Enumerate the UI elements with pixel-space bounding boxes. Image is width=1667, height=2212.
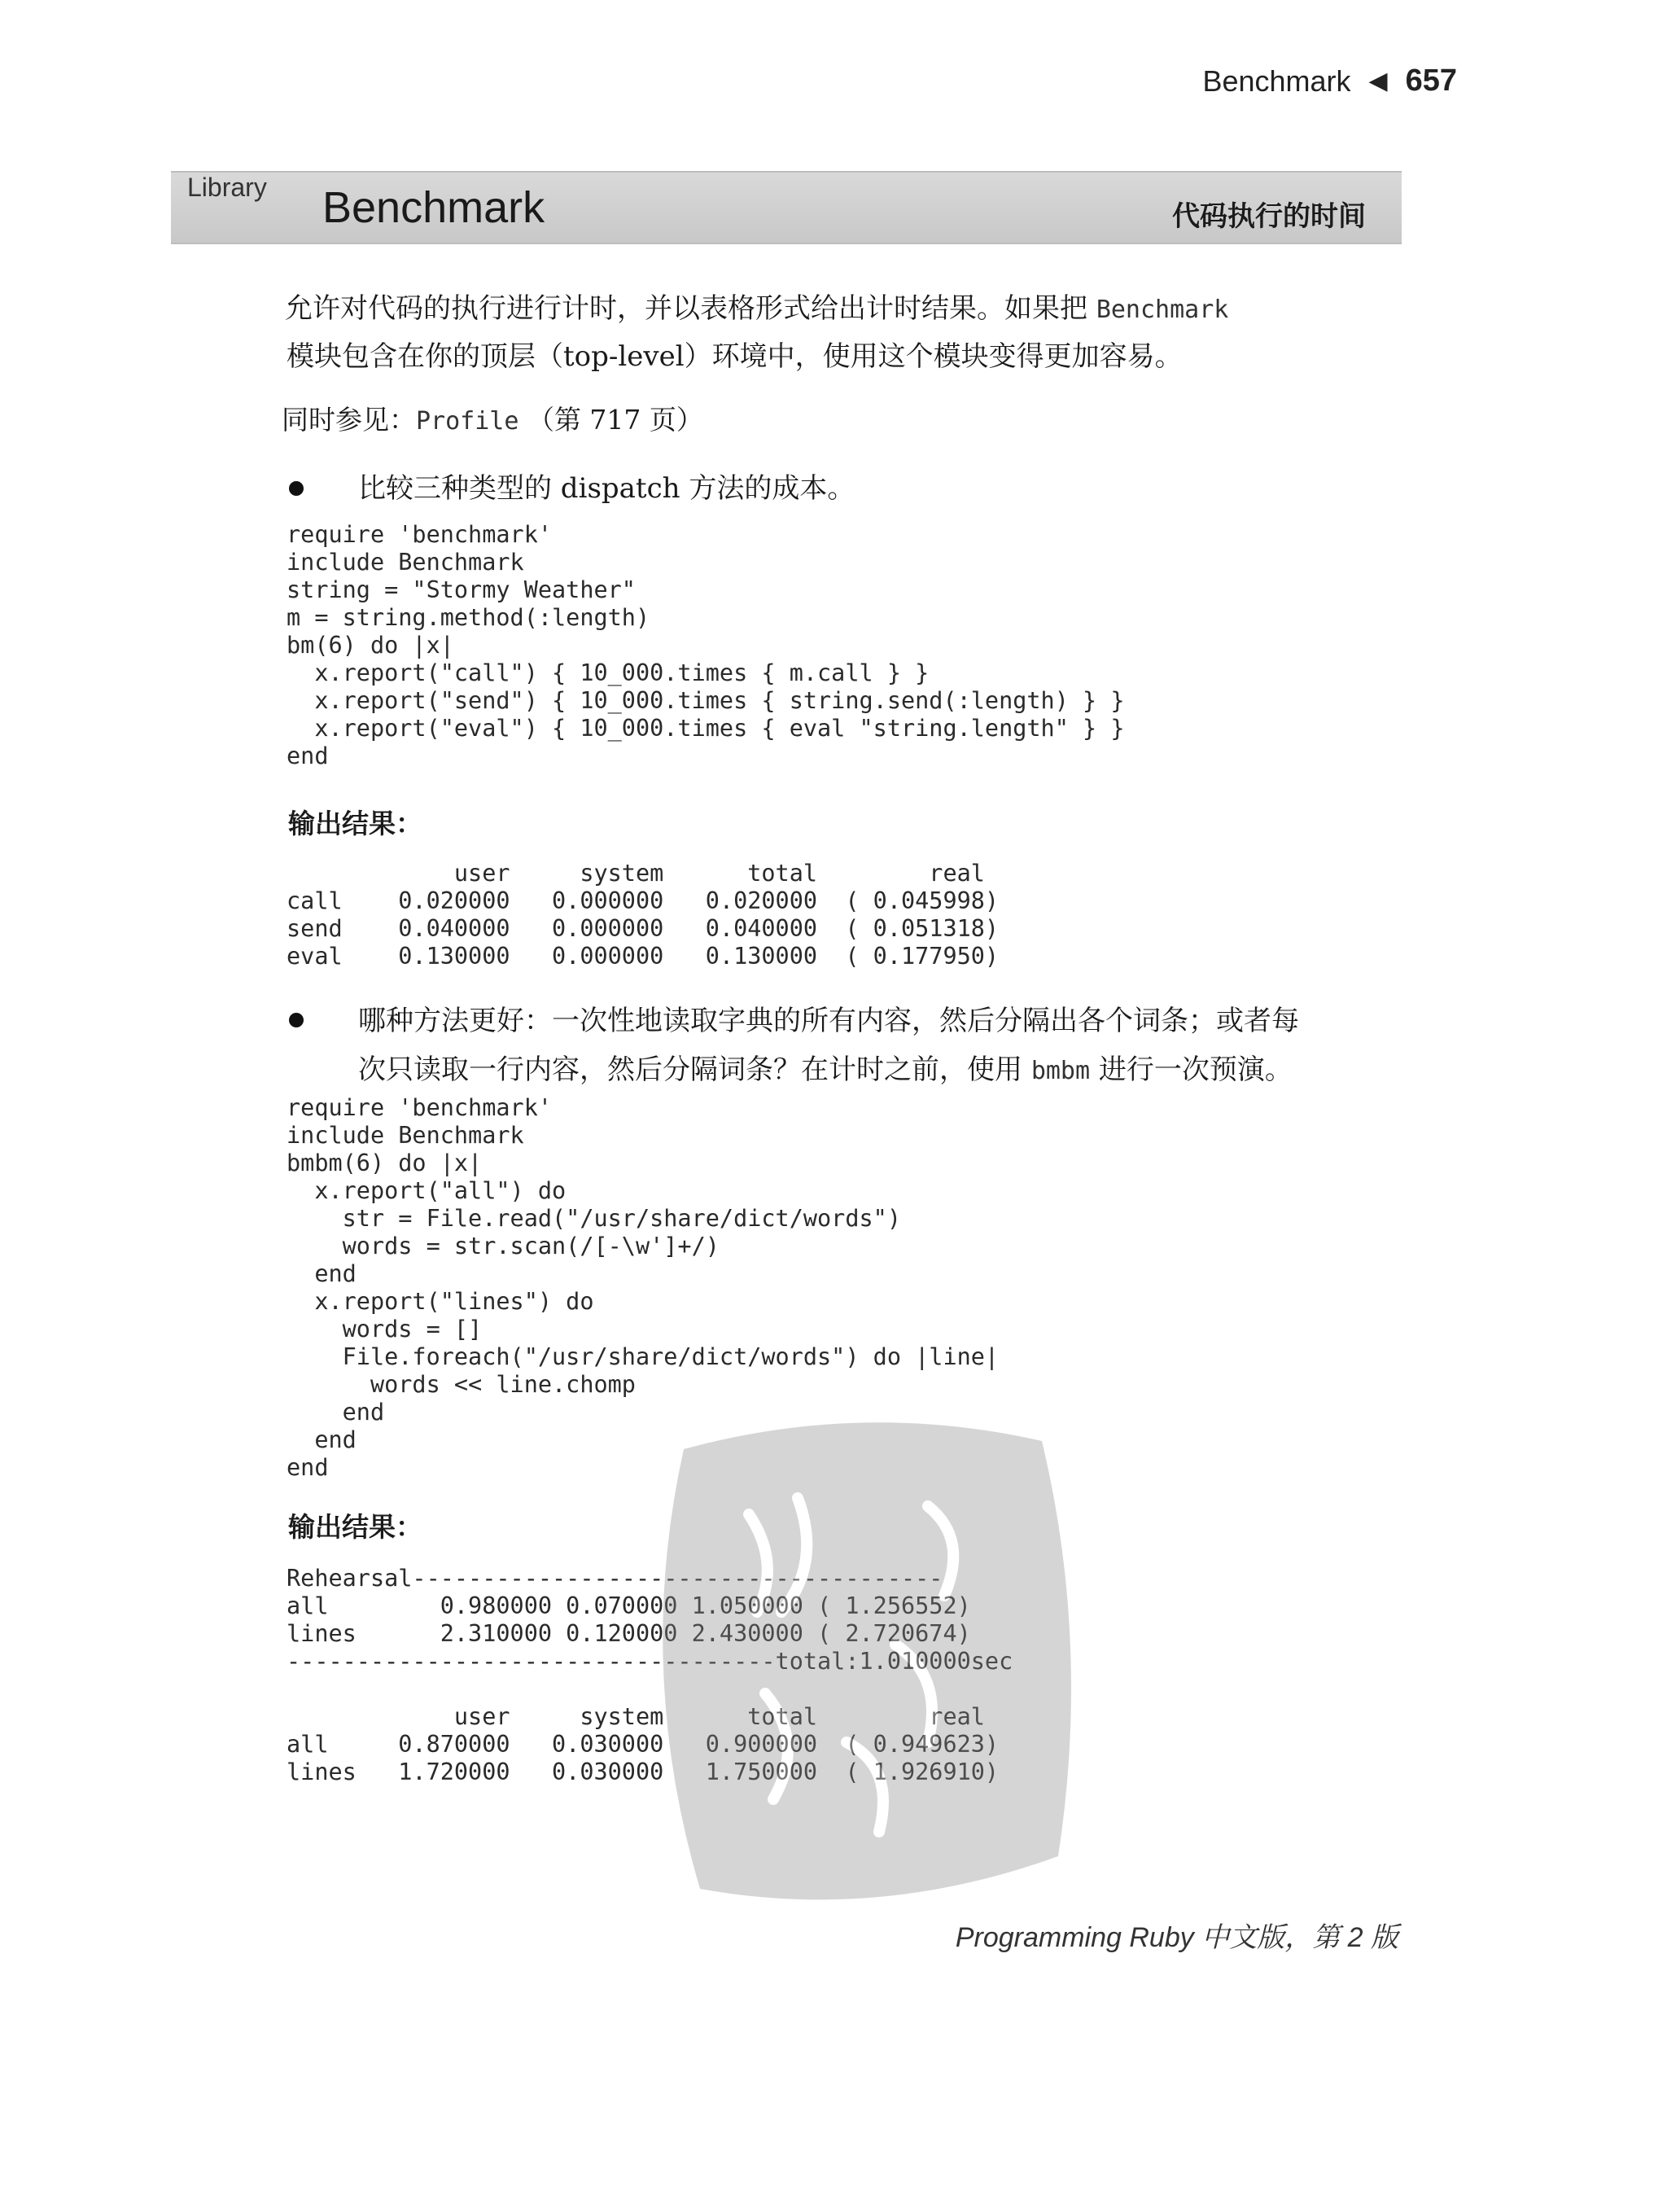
running-head-section: Benchmark xyxy=(1202,64,1351,98)
see-also-prefix: 同时参见： xyxy=(282,404,416,436)
intro-text: 允许对代码的执行进行计时，并以表格形式给出计时结果。如果把 xyxy=(285,292,1096,325)
example2-bullet-text-b: 进行一次预演。 xyxy=(1090,1053,1293,1086)
example2-bullet-code: bmbm xyxy=(1030,1057,1091,1085)
bullet-icon xyxy=(289,481,304,496)
example2-bullet xyxy=(358,996,1408,1096)
library-label: Library xyxy=(187,173,267,202)
banner-subtitle: 代码执行的时间 xyxy=(1172,200,1366,233)
left-arrow-icon: ◀ xyxy=(1368,68,1388,94)
page-title: Benchmark xyxy=(322,183,545,232)
see-also-target: Profile xyxy=(416,407,519,436)
intro-line-2: 模块包含在你的顶层（top-level）环境中，使用这个模块变得更加容易。 xyxy=(287,340,1183,373)
example1-bullet: 比较三种类型的 dispatch 方法的成本。 xyxy=(358,472,855,505)
intro-paragraph xyxy=(285,285,1400,334)
example1-output-label: 输出结果： xyxy=(288,808,422,839)
running-head xyxy=(1202,64,1457,99)
example2-output-label: 输出结果： xyxy=(288,1511,422,1543)
bullet-icon xyxy=(289,1013,304,1027)
library-banner xyxy=(171,171,1402,244)
example2-output: Rehearsal-------------------------------------- all 0.980000 0.070000 1.050000 ( 1.256552) lines 2.310000 0.120000 2.430000 ( 2.720674) -----------------------------------total:1.010000sec user system total real all 0.870000 0.030000 0.900000 ( 0.949623) lines 1.720000 0.030000 1.750000 ( 1.926910) xyxy=(287,1565,1013,1785)
example2-bullet-line2 xyxy=(358,1045,1408,1096)
example2-bullet-line1: 哪种方法更好：一次性地读取字典的所有内容，然后分隔出各个词条；或者每 xyxy=(358,1005,1299,1037)
example2-code: require 'benchmark' include Benchmark bmbm(6) do |x| x.report("all") do str = File.read("/usr/share/dict/words") words = str.scan(/[-\w']+/) end x.report("lines") do words = [] File.foreach("/usr/share/dict/words") do |line| words << line.chomp end end end xyxy=(287,1094,1000,1481)
intro-module-name: Benchmark xyxy=(1096,296,1229,324)
example1-output: user system total real call 0.020000 0.000000 0.020000 ( 0.045998) send 0.040000 0.000000 0.040000 ( 0.051318) eval 0.130000 0.000000 0.130000 ( 0.177950) xyxy=(287,860,1000,970)
example2-bullet-text-a: 次只读取一行内容，然后分隔词条？在计时之前，使用 xyxy=(358,1053,1031,1086)
see-also-page-ref: （第 717 页） xyxy=(527,404,703,436)
footer-book-title: Programming Ruby 中文版，第 2 版 xyxy=(955,1922,1398,1953)
example1-code: require 'benchmark' include Benchmark string = "Stormy Weather" m = string.method(:length) bm(6) do |x| x.report("call") { 10_000.times { m.call } } x.report("send") { 10_000.times { string.send(:length) } } x.report("eval") { 10_000.times { eval "string.length" } } end xyxy=(287,521,1125,769)
page-number: 657 xyxy=(1405,64,1457,98)
see-also xyxy=(282,399,703,437)
